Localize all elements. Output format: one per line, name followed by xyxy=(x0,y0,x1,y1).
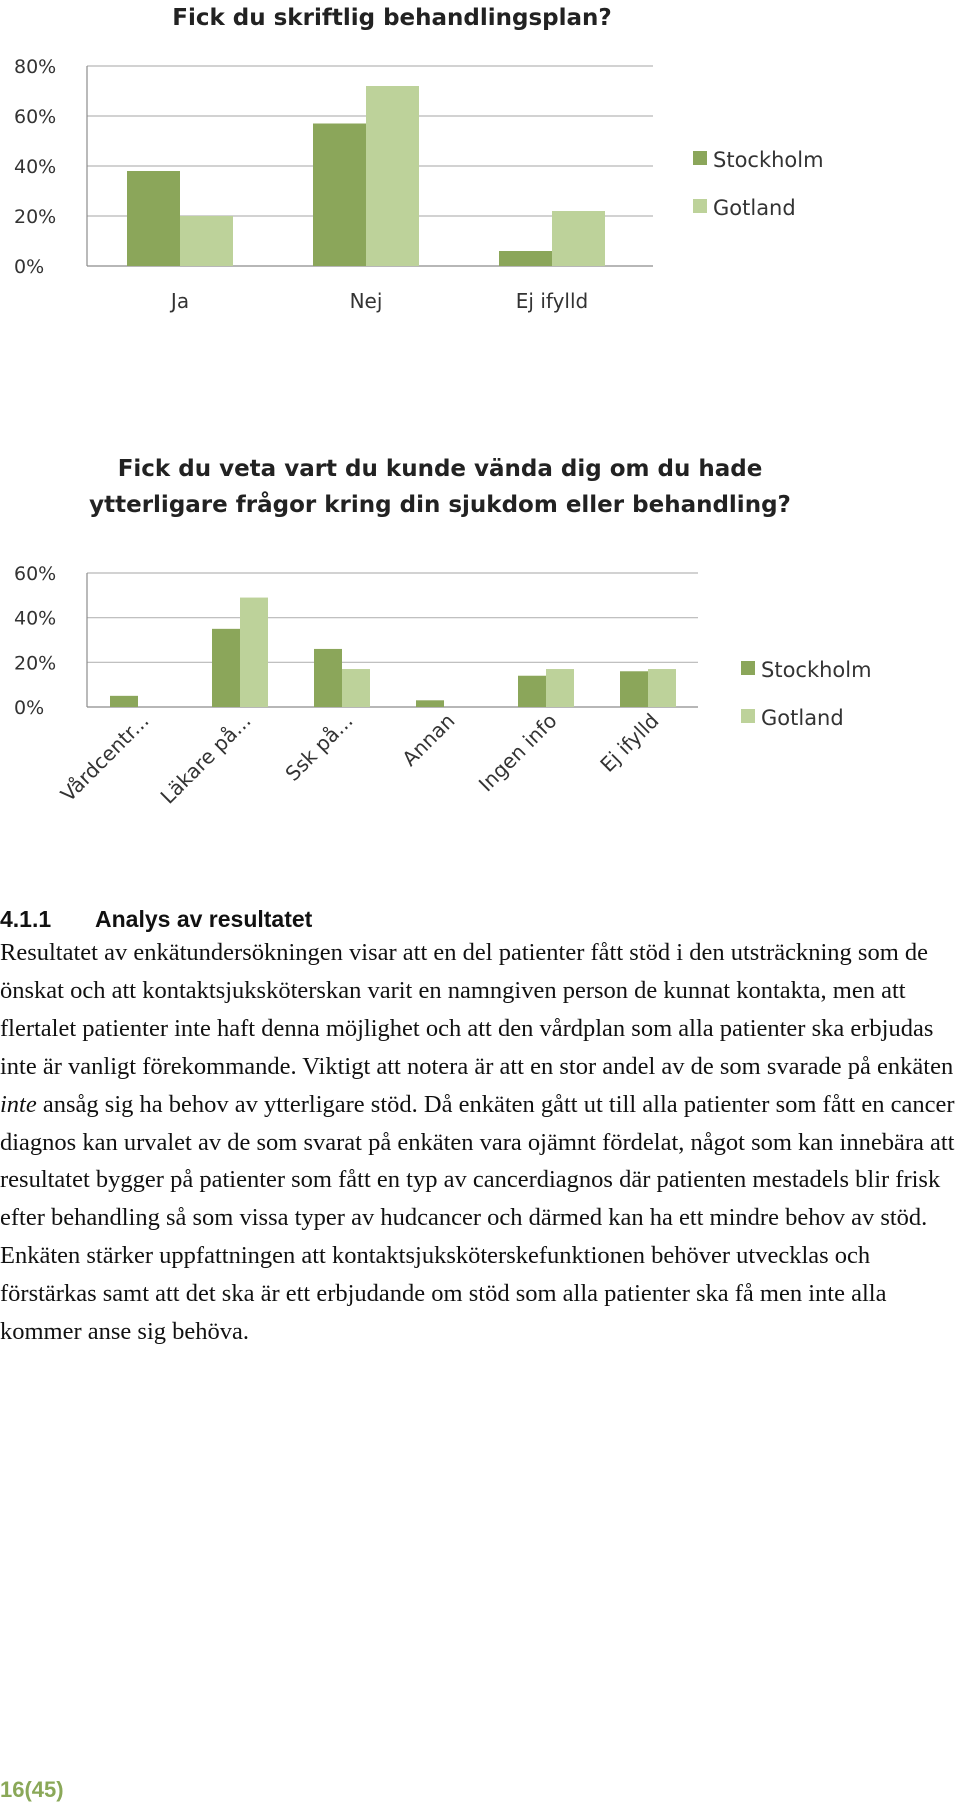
y-tick-label: 60% xyxy=(14,106,57,128)
section-number: 4.1.1 xyxy=(0,906,52,932)
y-tick-label: 0% xyxy=(14,697,45,719)
x-category-label: Ingen info xyxy=(473,708,562,797)
chart-treatment-plan xyxy=(0,0,960,330)
x-axis-labels xyxy=(169,289,588,313)
page-total: (45) xyxy=(24,1777,64,1802)
bar-stockholm-1 xyxy=(212,629,240,707)
bar-gotland-4 xyxy=(546,669,574,707)
bar-gotland-5 xyxy=(648,669,676,707)
x-category-label: Ej ifylld xyxy=(595,708,664,777)
x-category-label: Ja xyxy=(170,289,190,313)
paragraph-text: ansåg sig ha behov av ytterligare stöd. Då enkäten gått ut till alla patienter som fått en cancer diagnos kan urvalet av de som svarat på enkäten vara ojämnt fördelat, något som kan innebära att resultatet bygger på patienter som fått en typ av cancerdiagnos där patienten mestadels blir frisk efter behandling så som vissa typer av hudcancer och därmed kan ha ett mindre behov av stöd. xyxy=(0,1090,955,1232)
bars xyxy=(127,86,605,266)
y-tick-label: 60% xyxy=(14,563,57,585)
bar-stockholm-5 xyxy=(620,671,648,707)
bar-stockholm-0 xyxy=(127,171,180,266)
legend xyxy=(741,658,872,730)
chart-title: Fick du skriftlig behandlingsplan? xyxy=(172,5,612,31)
y-tick-label: 0% xyxy=(14,256,45,278)
chart-contact-info xyxy=(0,450,960,830)
bar-gotland-0 xyxy=(180,216,233,266)
legend-label-gotland: Gotland xyxy=(713,196,796,220)
y-axis-ticks xyxy=(14,563,56,719)
emphasis-inte: inte xyxy=(0,1090,37,1118)
legend-label-stockholm: Stockholm xyxy=(713,148,824,172)
bar-gotland-2 xyxy=(552,211,605,266)
bar-stockholm-3 xyxy=(416,700,444,707)
body-text xyxy=(0,904,960,1351)
bar-gotland-2 xyxy=(342,669,370,707)
legend-swatch-gotland xyxy=(741,709,755,723)
x-category-label: Ej ifylld xyxy=(515,289,589,313)
x-category-label: Vårdcentr... xyxy=(55,708,154,807)
bar-stockholm-4 xyxy=(518,676,546,707)
chart-title-line-2: ytterligare frågor kring din sjukdom eller behandling? xyxy=(89,492,791,518)
paragraph-conclusion: Enkäten stärker uppfattningen att kontaktsjuksköterskefunktionen behöver utvecklas och förstärkas samt att det ska är ett erbjudande om stöd som alla patienter ska få men inte alla kommer anse sig behöva. xyxy=(0,1242,887,1346)
bar-stockholm-1 xyxy=(313,124,366,267)
y-tick-label: 40% xyxy=(14,607,57,630)
y-tick-label: 40% xyxy=(14,156,57,178)
chart-title-line-1: Fick du veta vart du kunde vända dig om du hade xyxy=(117,456,763,482)
legend-swatch-stockholm xyxy=(693,151,707,165)
bars xyxy=(110,598,676,707)
legend-swatch-gotland xyxy=(693,199,707,213)
x-category-label: Läkare på... xyxy=(155,708,256,809)
page-number xyxy=(0,1777,64,1803)
x-category-label: Nej xyxy=(349,289,383,313)
page-current: 16 xyxy=(0,1777,25,1802)
y-tick-label: 20% xyxy=(14,206,57,228)
gridlines xyxy=(87,573,698,707)
section-heading xyxy=(0,904,960,934)
paragraph-text: Resultatet av enkätundersökningen visar att en del patienter fått stöd i den utsträckning som de önskat och att kontaktsjuksköterskan varit en namngiven person de kunnat kontakta, men att flertalet patienter inte haft denna möjlighet och att den vårdplan som alla patienter ska erbjudas inte är vanligt förekommande. Viktigt att notera är att en stor andel av de som svarade på enkäten xyxy=(0,939,954,1080)
x-category-label: Annan xyxy=(397,708,460,771)
legend-label-stockholm: Stockholm xyxy=(761,658,872,682)
y-axis-ticks xyxy=(14,56,56,278)
y-tick-label: 20% xyxy=(14,652,57,675)
section-title: Analys av resultatet xyxy=(95,906,313,932)
bar-stockholm-0 xyxy=(110,696,138,707)
bar-gotland-1 xyxy=(240,598,268,707)
legend-label-gotland: Gotland xyxy=(761,706,844,730)
bar-gotland-1 xyxy=(366,86,419,266)
legend xyxy=(693,148,824,220)
paragraph-analysis xyxy=(0,934,960,1237)
bar-stockholm-2 xyxy=(314,649,342,707)
y-tick-label: 80% xyxy=(14,56,57,78)
legend-swatch-stockholm xyxy=(741,661,755,675)
x-category-label: Ssk på... xyxy=(280,708,358,786)
x-axis-labels xyxy=(56,709,664,809)
bar-stockholm-2 xyxy=(499,251,552,266)
